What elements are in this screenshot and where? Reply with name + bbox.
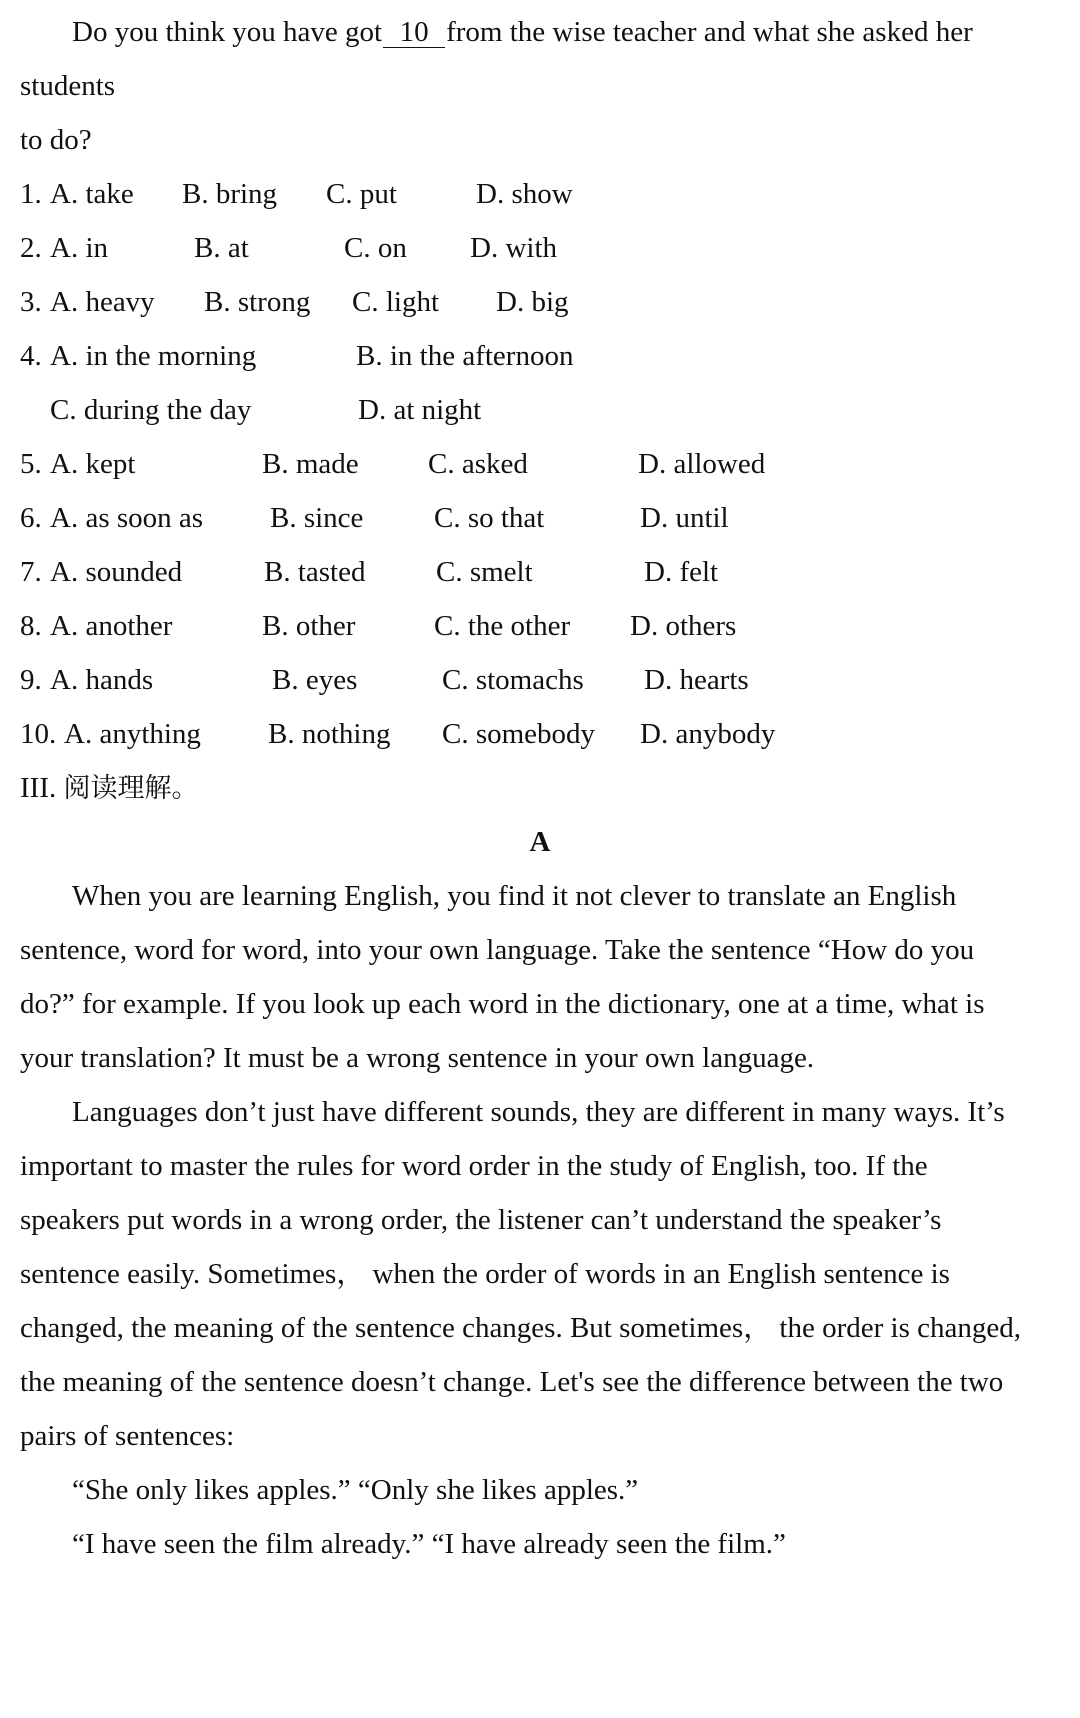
option-c: C. asked bbox=[428, 448, 528, 480]
option-b: B. strong bbox=[204, 286, 311, 318]
option-c: C. the other bbox=[434, 610, 571, 642]
option-d: D. felt bbox=[644, 556, 719, 588]
option-a: A. hands bbox=[50, 664, 154, 696]
option-d: D. hearts bbox=[644, 664, 749, 696]
passage-line: important to master the rules for word order in the study of English, too. If the bbox=[20, 1150, 928, 1182]
option-d: D. big bbox=[496, 286, 569, 318]
option-a: A. sounded bbox=[50, 556, 183, 588]
option-b: B. nothing bbox=[268, 718, 391, 750]
intro-line-2: students bbox=[20, 70, 116, 102]
passage-line: the meaning of the sentence doesn’t change. Let's see the difference between the two bbox=[20, 1366, 1004, 1398]
question-number: 2. bbox=[20, 232, 42, 264]
option-b: B. bring bbox=[182, 178, 278, 210]
option-a: A. anything bbox=[64, 718, 201, 750]
option-b: B. since bbox=[270, 502, 364, 534]
option-b: B. eyes bbox=[272, 664, 358, 696]
option-c: C. light bbox=[352, 286, 440, 318]
passage-line: do?” for example. If you look up each word in the dictionary, one at a time, what is bbox=[20, 988, 985, 1020]
passage-line: sentence, word for word, into your own language. Take the sentence “How do you bbox=[20, 934, 975, 966]
option-c: C. on bbox=[344, 232, 407, 264]
option-b: B. tasted bbox=[264, 556, 366, 588]
option-c: C. smelt bbox=[436, 556, 533, 588]
intro-text-part2: from the wise teacher and what she asked her bbox=[446, 16, 973, 48]
option-b: B. other bbox=[262, 610, 356, 642]
question-number: 9. bbox=[20, 664, 42, 696]
option-a: A. kept bbox=[50, 448, 136, 480]
answer-blank: 10 bbox=[383, 17, 445, 48]
option-a: A. take bbox=[50, 178, 134, 210]
section-number: III. bbox=[20, 772, 57, 804]
option-a: A. in bbox=[50, 232, 108, 264]
intro-line-3: to do? bbox=[20, 124, 92, 156]
option-d: D. anybody bbox=[640, 718, 776, 750]
option-c: C. so that bbox=[434, 502, 545, 534]
passage-line: changed, the meaning of the sentence changes. But sometimes， the order is changed, bbox=[20, 1312, 1021, 1344]
option-b: B. in the afternoon bbox=[356, 340, 574, 372]
option-c: C. somebody bbox=[442, 718, 596, 750]
question-number: 7. bbox=[20, 556, 42, 588]
option-a: A. in the morning bbox=[50, 340, 257, 372]
option-c: C. put bbox=[326, 178, 397, 210]
passage-line: Languages don’t just have different sounds, they are different in many ways. It’s bbox=[72, 1096, 1005, 1128]
option-a: A. as soon as bbox=[50, 502, 204, 534]
question-number: 4. bbox=[20, 340, 42, 372]
example-sentence-pair: “She only likes apples.” “Only she likes apples.” bbox=[72, 1474, 639, 1506]
intro-text-part1: Do you think you have got bbox=[72, 16, 383, 48]
option-d: D. others bbox=[630, 610, 737, 642]
section-heading-text: 阅读理解。 bbox=[63, 773, 199, 804]
passage-line: your translation? It must be a wrong sentence in your own language. bbox=[20, 1042, 815, 1074]
option-d: D. at night bbox=[358, 394, 482, 426]
example-sentence-pair: “I have seen the film already.” “I have already seen the film.” bbox=[72, 1528, 786, 1560]
option-d: D. allowed bbox=[638, 448, 766, 480]
option-c: C. during the day bbox=[50, 394, 252, 426]
passage-line: When you are learning English, you find it not clever to translate an English bbox=[72, 880, 957, 912]
question-number: 10. bbox=[20, 718, 57, 750]
intro-line-1 bbox=[72, 14, 973, 50]
passage-line: sentence easily. Sometimes， when the order of words in an English sentence is bbox=[20, 1258, 950, 1290]
question-number: 6. bbox=[20, 502, 42, 534]
question-number: 3. bbox=[20, 286, 42, 318]
passage-title: A bbox=[529, 826, 551, 858]
option-c: C. stomachs bbox=[442, 664, 584, 696]
question-number: 1. bbox=[20, 178, 42, 210]
passage-line: speakers put words in a wrong order, the listener can’t understand the speaker’s bbox=[20, 1204, 942, 1236]
option-d: D. show bbox=[476, 178, 573, 210]
option-b: B. made bbox=[262, 448, 359, 480]
question-number: 5. bbox=[20, 448, 42, 480]
option-a: A. heavy bbox=[50, 286, 155, 318]
passage-line: pairs of sentences: bbox=[20, 1420, 235, 1452]
option-d: D. with bbox=[470, 232, 557, 264]
option-b: B. at bbox=[194, 232, 249, 264]
section-heading bbox=[20, 770, 198, 806]
option-a: A. another bbox=[50, 610, 173, 642]
question-number: 8. bbox=[20, 610, 42, 642]
option-d: D. until bbox=[640, 502, 729, 534]
